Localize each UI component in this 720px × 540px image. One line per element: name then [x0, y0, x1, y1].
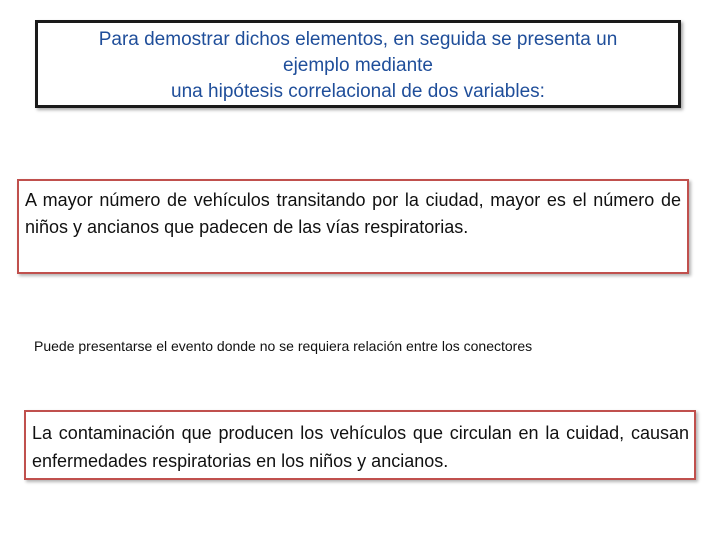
title-line-3: una hipótesis correlacional de dos variables: — [171, 81, 545, 102]
title-box — [35, 20, 681, 108]
title-line-1: Para demostrar dichos elementos, en seguida se presenta un — [98, 29, 618, 50]
hypothesis-box-2 — [24, 410, 696, 480]
hypothesis-box-1 — [17, 179, 689, 274]
hypothesis-text-2: La contaminación que producen los vehículos que circulan en la cuidad, causan enfermedades respiratorias en los niños y ancianos. — [32, 423, 689, 471]
title-line-2: ejemplo mediante — [283, 55, 433, 76]
hypothesis-text-1: A mayor número de vehículos transitando por la ciudad, mayor es el número de niños y ancianos que padecen de las vías respiratorias. — [25, 190, 681, 237]
note-text: Puede presentarse el evento donde no se requiera relación entre los conectores — [34, 338, 533, 354]
